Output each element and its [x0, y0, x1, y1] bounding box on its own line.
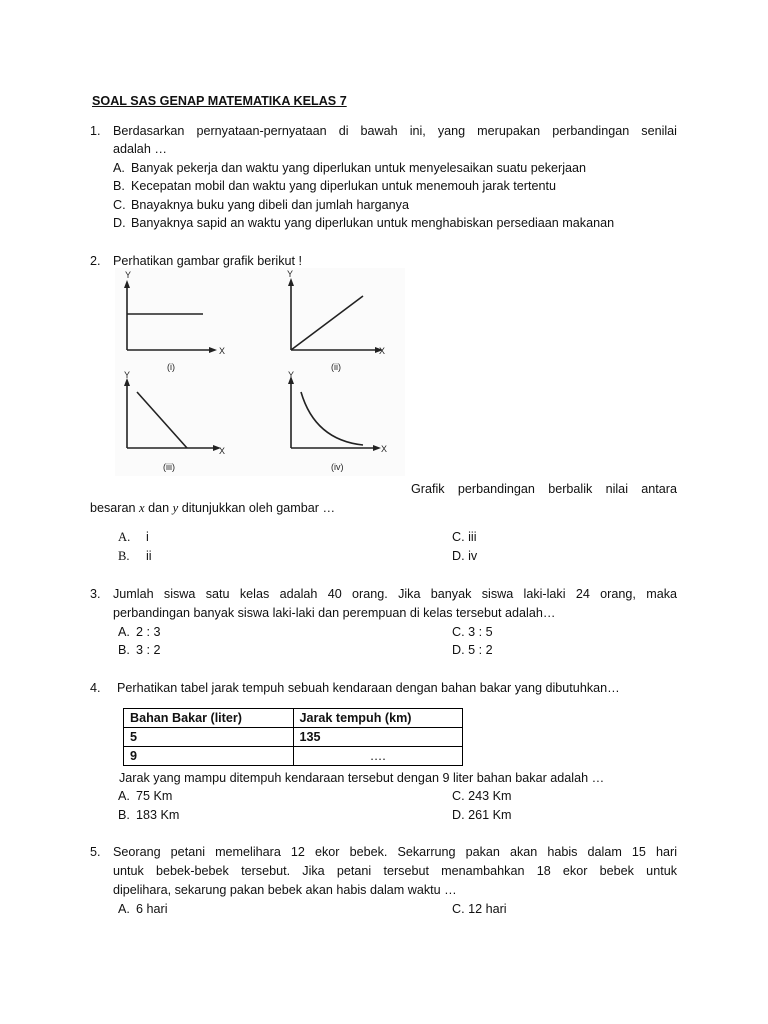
table-row [124, 728, 463, 747]
q3-option-a-text: 2 : 3 [136, 625, 161, 639]
q1-option-d-letter: D. [113, 216, 126, 230]
q4-option-c[interactable]: C. 243 Km [452, 789, 512, 803]
q3-option-b-text: 3 : 2 [136, 643, 161, 657]
q1-option-d-text: Banyaknya sapid an waktu yang diperlukan untuk menghabiskan persediaan makanan [131, 216, 615, 230]
q2-option-b-text: ii [146, 549, 152, 563]
q5-option-a[interactable] [118, 900, 168, 918]
q1-option-a-text: Banyak pekerja dan waktu yang diperlukan untuk menyelesaikan suatu pekerjaan [131, 161, 587, 175]
q5-stem-line2: untuk bebek-bebek tersebut. Jika petani tersebut menambahkan 18 ekor bebek untuk [113, 864, 677, 878]
q4-table [123, 708, 463, 766]
q5-stem-line3: dipelihara, sekarung pakan bebek akan habis dalam waktu … [113, 883, 457, 897]
q3-option-a[interactable] [118, 623, 161, 641]
q1-option-b[interactable] [113, 177, 556, 195]
table-cell: 9 [124, 747, 294, 766]
q2-caption-line2 [90, 499, 335, 517]
q1-option-a-letter: A. [113, 161, 125, 175]
q4-option-b-letter: B. [118, 808, 130, 822]
q3-option-b-letter: B. [118, 643, 130, 657]
q2-option-a[interactable] [118, 528, 149, 546]
q2-caption-mid: dan [148, 501, 170, 515]
q2-caption-post: ditunjukkan oleh gambar … [181, 501, 336, 515]
q2-var-y: y [172, 501, 179, 515]
graphs-figure [115, 268, 405, 476]
graph-ii-y-label: Y [287, 269, 294, 279]
q3-option-a-letter: A. [118, 625, 130, 639]
q4-option-a-letter: A. [118, 789, 130, 803]
q4-option-d[interactable]: D. 261 Km [452, 808, 512, 822]
q4-option-a-text: 75 Km [136, 789, 173, 803]
q2-var-x: x [139, 501, 145, 515]
graph-iii-caption: (iii) [163, 462, 175, 472]
table-cell: 5 [124, 728, 294, 747]
q1-option-b-text: Kecepatan mobil dan waktu yang diperlukan untuk menemouh jarak tertentu [131, 179, 556, 193]
q4-option-a[interactable] [118, 787, 172, 805]
q1-stem-line1: Berdasarkan pernyataan-pernyataan di bawah ini, yang merupakan perbandingan senilai [113, 124, 677, 138]
q5-option-c[interactable]: C. 12 hari [452, 902, 507, 916]
q1-option-c-letter: C. [113, 198, 126, 212]
graph-i-x-label: X [219, 346, 226, 356]
q2-option-d[interactable]: D. iv [452, 549, 478, 563]
q2-caption-line1: Grafik perbandingan berbalik nilai antara [411, 482, 677, 496]
q5-stem-line1: Seorang petani memelihara 12 ekor bebek. Sekarrung pakan akan habis dalam 15 hari [113, 845, 677, 859]
graph-ii-x-label: X [379, 346, 386, 356]
q3-stem-line1: Jumlah siswa satu kelas adalah 40 orang. Jika banyak siswa laki-laki 24 orang, maka [113, 587, 677, 601]
table-header-row [124, 709, 463, 728]
q2-stem: Perhatikan gambar grafik berikut ! [113, 254, 302, 268]
graph-ii-caption: (ii) [331, 362, 341, 372]
graph-iii-y-label: Y [124, 370, 131, 380]
q1-number: 1. [90, 124, 101, 138]
table-header-cell: Jarak tempuh (km) [293, 709, 463, 728]
q3-option-c[interactable]: C. 3 : 5 [452, 625, 493, 639]
q2-number: 2. [90, 254, 101, 268]
q5-option-a-letter: A. [118, 902, 130, 916]
q4-option-b[interactable] [118, 806, 179, 824]
q5-number: 5. [90, 845, 101, 859]
q2-option-a-letter: A. [118, 530, 131, 544]
q1-stem-line2: adalah … [113, 142, 167, 156]
graph-iv-x-label: X [381, 444, 388, 454]
page-title: SOAL SAS GENAP MATEMATIKA KELAS 7 [92, 94, 347, 108]
graph-i-y-label: Y [125, 270, 132, 280]
q2-caption-pre: besaran [90, 501, 136, 515]
q5-option-a-text: 6 hari [136, 902, 168, 916]
table-header-cell: Bahan Bakar (liter) [124, 709, 294, 728]
q2-option-a-text: i [146, 530, 149, 544]
graph-iv-caption: (iv) [331, 462, 344, 472]
q3-stem-line2: perbandingan banyak siswa laki-laki dan perempuan di kelas tersebut adalah… [113, 606, 556, 620]
q2-option-b[interactable] [118, 547, 152, 565]
q1-option-c-text: Bnayaknya buku yang dibeli dan jumlah harganya [131, 198, 409, 212]
graph-iv-y-label: Y [288, 370, 295, 380]
q1-option-c[interactable] [113, 196, 409, 214]
table-cell: …. [293, 747, 463, 766]
q4-stem: Perhatikan tabel jarak tempuh sebuah kendaraan dengan bahan bakar yang dibutuhkan… [117, 681, 620, 695]
q1-option-b-letter: B. [113, 179, 125, 193]
q4-option-b-text: 183 Km [136, 808, 180, 822]
q3-option-b[interactable] [118, 641, 161, 659]
table-row [124, 747, 463, 766]
q4-number: 4. [90, 681, 101, 695]
q1-option-a[interactable] [113, 159, 586, 177]
graph-iii-x-label: X [219, 446, 226, 456]
q4-question: Jarak yang mampu ditempuh kendaraan tersebut dengan 9 liter bahan bakar adalah … [119, 771, 605, 785]
q3-option-d[interactable]: D. 5 : 2 [452, 643, 493, 657]
q3-number: 3. [90, 587, 101, 601]
graph-i-caption: (i) [167, 362, 175, 372]
table-cell: 135 [293, 728, 463, 747]
q2-option-b-letter: B. [118, 549, 130, 563]
q2-option-c[interactable]: C. iii [452, 530, 477, 544]
q1-option-d[interactable] [113, 214, 614, 232]
